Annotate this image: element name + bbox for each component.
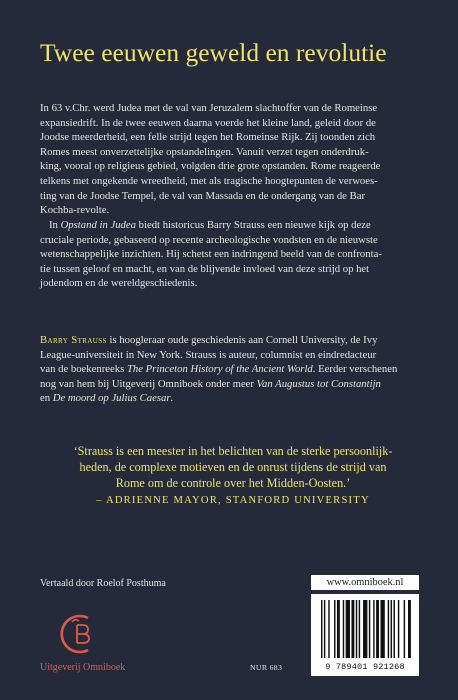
publisher-name: Uitgeverij Omniboek (40, 662, 126, 673)
bio-text: van de boekenreeks (40, 363, 127, 376)
blurb1-line: In 63 v.Chr. werd Judea met de val van Jeruzalem slachtoffer van de Romeinse (40, 102, 378, 114)
blurb2-line: cruciale periode, gebaseerd op recente archeologische vondsten en de nieuwste (40, 233, 378, 246)
bio-text: nog van hem bij Uitgeverij Omniboek onder meer (40, 377, 257, 390)
bio-text: en (40, 392, 53, 405)
author-name: Barry Strauss (40, 334, 107, 346)
blurb1-line: king, vooral op religieus gebied, volgden drie grote opstanden. Rome reageerde (40, 160, 381, 173)
cover-title: Twee eeuwen geweld en revolutie (40, 38, 387, 67)
blurb1-line: ting van de Joodse Tempel, de val van Massada en de ondergang van de Bar (40, 189, 366, 202)
blurb1-line: Joodse meerderheid, een felle strijd tegen het Romeinse Rijk. Zij toonden zich (40, 131, 376, 144)
bio-text: . (170, 392, 174, 405)
quote-attribution: – ADRIENNE MAYOR, STANFORD UNIVERSITY (96, 495, 370, 506)
blurb-paragraph-2 (40, 218, 426, 291)
book-title-caesar: De moord op Julius Caesar (52, 392, 171, 405)
bio-line-1 (40, 333, 426, 348)
blurb2-line: tie tussen geloof en macht, en van de blijvende invloed van deze strijd op het (40, 262, 370, 275)
isbn-number: 9 789401 921268 (325, 662, 405, 672)
blurb2-text: In (49, 219, 61, 231)
bio-text: . Eerder verschenen (312, 363, 398, 376)
book-title-opstand: Opstand in Judea (60, 219, 136, 231)
bio-line-5 (40, 391, 426, 406)
nur-code: NUR 683 (250, 663, 283, 672)
review-quote (40, 443, 426, 491)
quote-line: ‘Strauss is een meester in het belichten van de sterke persoonlijk- (73, 444, 393, 458)
bio-line-4 (40, 377, 426, 392)
omniboek-logo-icon (58, 613, 104, 655)
blurb-paragraph-1 (40, 101, 426, 218)
quote-line: heden, de complexe motieven en de onrust tijdens de strijd van (79, 460, 387, 474)
bio-text: is hoogleraar oude geschiedenis aan Cornell University, de Ivy (106, 334, 378, 346)
translator-credit: Vertaald door Roelof Posthuma (40, 578, 166, 589)
blurb2-first-line (40, 218, 426, 233)
blurb2-line: jodendom en de wereldgeschiedenis. (40, 277, 198, 290)
blurb1-line: telkens met ongekende wreedheid, met als tragische hoogtepunten de verwoes- (40, 174, 378, 187)
book-title-augustus: Van Augustus tot Constantijn (256, 377, 381, 390)
author-bio (40, 333, 426, 406)
blurb2-line: wetenschappelijke inzichten. Hij schetst een indringend beeld van de confronta- (40, 248, 382, 261)
blurb1-line: Kochba-revolte. (40, 204, 110, 217)
blurb2-text: biedt historicus Barry Strauss een nieuwe kijk op deze (135, 219, 371, 231)
blurb1-line: Romes meest onverzettelijke opstandelingen. Vanuit verzet tegen onderdruk- (40, 145, 369, 158)
blurb1-line: expansiedrift. In de twee eeuwen daarna voerde het kleine land, geleid door de (40, 116, 376, 129)
publisher-website: www.omniboek.nl (311, 575, 419, 590)
isbn-barcode (311, 594, 419, 676)
quote-line: Rome om de controle over het Midden-Oosten.’ (115, 476, 351, 490)
series-title: The Princeton History of the Ancient World (126, 363, 313, 376)
bio-line-2: League-universiteit in New York. Strauss is auteur, columnist en eindredacteur (40, 348, 377, 361)
bio-line-3 (40, 362, 426, 377)
barcode-icon (311, 594, 419, 662)
